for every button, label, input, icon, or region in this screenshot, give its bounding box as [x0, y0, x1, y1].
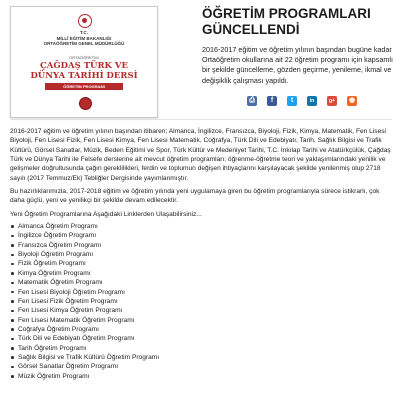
cover-content [17, 11, 151, 113]
list-item [10, 334, 392, 343]
ministry-logo-icon [79, 97, 92, 110]
curriculum-link[interactable]: Matematik Öğretim Programı [18, 279, 103, 287]
curriculum-link[interactable]: Türk Dili ve Edebiyatı Öğretim Programı [18, 335, 135, 343]
body-paragraph: Bu hazırlıklarımızla, 2017-2018 eğitim ve öğretim yılında yeni uygulamaya giren bu öğretim programlarıyla sürece istikrarlı, çok daha güçlü, yeni ve yenilikçi bir şekilde devam edilecektir. [10, 188, 380, 205]
linkedin-icon[interactable]: in [307, 96, 317, 106]
cover-ministry-line: MİLLÎ EĞİTİM BAKANLIĞI [56, 35, 112, 41]
list-item [10, 297, 392, 306]
article-headline [202, 6, 392, 38]
list-item [10, 325, 392, 334]
list-item [10, 316, 392, 325]
list-item [10, 259, 392, 268]
links-heading: Yeni Öğretim Programlarına Aşağıdaki Linklerden Ulaşabilirsiniz... [10, 210, 202, 218]
cover-title [21, 62, 147, 81]
curriculum-link[interactable]: Almanca Öğretim Programı [18, 223, 98, 231]
list-item [10, 278, 392, 287]
list-item [10, 231, 392, 240]
cover-title-line: DÜNYA TARİHİ DERSİ [30, 70, 138, 81]
list-item [10, 288, 392, 297]
cover-ministry-line: T.C. [79, 30, 88, 35]
list-item [10, 353, 392, 362]
article-body [10, 127, 392, 381]
curriculum-cover-image[interactable] [10, 6, 158, 118]
cover-ministry-name [17, 30, 151, 47]
curriculum-link[interactable]: Fen Lisesi Kimya Öğretim Programı [18, 307, 123, 315]
facebook-icon[interactable]: f [267, 96, 277, 106]
googleplus-icon[interactable]: g+ [327, 96, 337, 106]
curriculum-link[interactable]: Fen Lisesi Matematik Öğretim Programı [18, 316, 135, 324]
curriculum-link-list [10, 222, 392, 381]
curriculum-link[interactable]: Tarih Öğretim Programı [18, 344, 87, 352]
cover-department: ORTAÖĞRETİM [69, 55, 99, 60]
print-icon[interactable]: ⎙ [247, 96, 257, 106]
list-item [10, 250, 392, 259]
curriculum-link[interactable]: Fen Lisesi Biyoloji Öğretim Programı [18, 288, 126, 296]
headline-line: GÜNCELLENDİ [202, 22, 300, 37]
rss-icon[interactable]: ◉ [348, 97, 356, 104]
divider [10, 119, 392, 120]
list-item [10, 269, 392, 278]
cover-title-line: ÇAĞDAŞ TÜRK VE [40, 61, 128, 71]
share-bar [247, 96, 357, 106]
list-item [10, 362, 392, 371]
curriculum-link[interactable]: Fen Lisesi Fizik Öğretim Programı [18, 297, 118, 305]
article-lead: 2016-2017 eğitim ve öğretim yılının başından bugüne kadar Ortaöğretim okullarına ait 22 öğretim programı için kapsamlı bir şekilde güncelleme, gözden geçirme, yenileme, ikmal ve değişiklik çalışması yapıldı. [202, 45, 393, 85]
cover-ministry-line: ORTAÖĞRETİM GENEL MÜDÜRLÜĞÜ [43, 41, 125, 46]
list-item [10, 344, 392, 353]
curriculum-link[interactable]: Sağlık Bilgisi ve Trafik Kültürü Öğretim Programı [18, 353, 160, 361]
twitter-icon[interactable]: t [287, 96, 297, 106]
cover-banner: ÖĞRETİM PROGRAMI [45, 83, 123, 90]
list-item [10, 241, 392, 250]
body-paragraph: 2016-2017 eğitim ve öğretim yılının başından itibaren; Almanca, İngilizce, Fransızca, Biyoloji, Fizik, Kimya, Matematik, Fen Lisesi Biyoloji, Fen Lisesi Fizik, Fen Lisesi Kimya, Fen Lisesi Matematik, Coğrafya, Türk Dili ve Edebiyatı, Tarih, Sağlık Bilgisi ve Trafik Kültürü, Görsel Sanatlar, Müzik, Beden Eğitimi ve Spor, Türk Kültür ve Medeniyet Tarihi, T.C. İnkılap Tarihi ve Atatürkçülük, Çağdaş Türk ve Dünya Tarihi ile Felsefe derslerine ait mevcut öğretim programları; öğrenme-öğretme teori ve yaklaşımlarındaki yenilik ve gelişmeler doğrultusunda çağın gereklilikleri, ferdin ve toplumun değişen ihtiyaçlarını karşılayacak şekilde yenilenmiş olup 2718 sayılı (2017 Temmuz/Ek) Tebliğler Dergisinde yayımlanmıştır. [10, 128, 391, 182]
curriculum-link[interactable]: Müzik Öğretim Programı [18, 372, 90, 380]
curriculum-link[interactable]: Biyoloji Öğretim Programı [18, 251, 94, 259]
curriculum-link[interactable]: Fransızca Öğretim Programı [18, 241, 102, 249]
curriculum-link[interactable]: Fizik Öğretim Programı [18, 260, 86, 268]
curriculum-link[interactable]: Kimya Öğretim Programı [18, 269, 91, 277]
ministry-seal-icon [78, 14, 92, 28]
list-item [10, 222, 392, 231]
curriculum-link[interactable]: Görsel Sanatlar Öğretim Programı [18, 363, 119, 371]
curriculum-link[interactable]: İngilizce Öğretim Programı [18, 232, 97, 240]
curriculum-link[interactable]: Coğrafya Öğretim Programı [18, 325, 99, 333]
list-item [10, 372, 392, 381]
headline-line: ÖĞRETİM PROGRAMLARI [202, 6, 371, 21]
list-item [10, 306, 392, 315]
